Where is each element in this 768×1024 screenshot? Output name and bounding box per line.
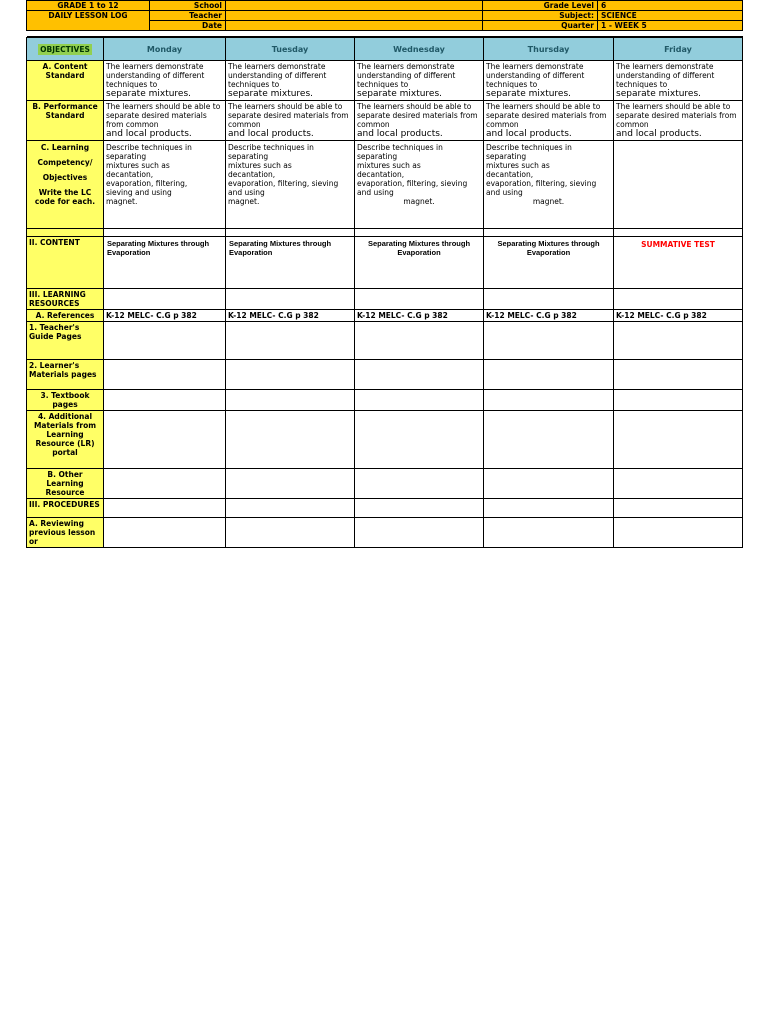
ps-text: The learners should be able to separate desired materials from common bbox=[357, 102, 478, 129]
performance-standard-cell[interactable] bbox=[484, 101, 614, 141]
empty-cell[interactable] bbox=[355, 518, 484, 548]
day-header-row bbox=[27, 38, 743, 61]
lc-line: mixtures such as bbox=[106, 161, 170, 170]
content-standard-cell[interactable] bbox=[484, 61, 614, 101]
content-standard-row bbox=[27, 61, 743, 101]
teachers-guide-row bbox=[27, 322, 743, 360]
lc-label-3: Objectives bbox=[42, 173, 88, 182]
lc-line: Describe techniques in bbox=[106, 143, 192, 152]
lc-line: separating bbox=[357, 152, 398, 161]
reference-value[interactable]: K-12 MELC- C.G p 382 bbox=[484, 310, 614, 322]
ps-text: The learners should be able to separate desired materials from common bbox=[106, 102, 221, 129]
empty-cell[interactable] bbox=[355, 360, 484, 390]
textbook-label: 3. Textbook pages bbox=[27, 390, 104, 411]
empty-cell[interactable] bbox=[355, 469, 484, 499]
additional-materials-row bbox=[27, 411, 743, 469]
empty-cell[interactable] bbox=[484, 390, 614, 411]
empty-cell[interactable] bbox=[226, 518, 355, 548]
lc-label-1: C. Learning bbox=[40, 143, 90, 152]
daily-lesson-log bbox=[26, 0, 742, 548]
ps-text: The learners should be able to separate desired materials from common bbox=[616, 102, 737, 129]
content-standard-cell[interactable] bbox=[226, 61, 355, 101]
cs-text-2: separate mixtures. bbox=[616, 89, 702, 99]
lc-line: mixtures such as bbox=[228, 161, 292, 170]
date-value[interactable] bbox=[226, 21, 483, 31]
performance-standard-cell[interactable] bbox=[104, 101, 226, 141]
content-cell[interactable]: Separating Mixtures through Evaporation bbox=[104, 237, 226, 289]
lc-line: and using bbox=[228, 188, 265, 197]
ps-text: The learners should be able to separate desired materials from common bbox=[228, 102, 349, 129]
ps-text-2: and local products. bbox=[616, 129, 702, 139]
learning-competency-cell[interactable] bbox=[104, 141, 226, 229]
lc-line: sieving and using bbox=[106, 188, 172, 197]
empty-cell[interactable] bbox=[355, 390, 484, 411]
empty-cell[interactable] bbox=[226, 360, 355, 390]
performance-standard-cell[interactable] bbox=[614, 101, 743, 141]
reference-value[interactable]: K-12 MELC- C.G p 382 bbox=[226, 310, 355, 322]
objectives-tag: OBJECTIVES bbox=[40, 44, 90, 54]
empty-cell[interactable] bbox=[614, 518, 743, 548]
summative-test[interactable]: SUMMATIVE TEST bbox=[614, 237, 743, 289]
other-resources-label: B. Other Learning Resource bbox=[27, 469, 104, 499]
cs-text: The learners demonstrate understanding of different techniques to bbox=[486, 62, 585, 89]
day-wednesday: Wednesday bbox=[355, 38, 484, 61]
cs-text: The learners demonstrate understanding of different techniques to bbox=[357, 62, 456, 89]
lc-line: magnet. bbox=[106, 197, 138, 206]
empty-cell[interactable] bbox=[104, 360, 226, 390]
performance-standard-label: B. Performance Standard bbox=[27, 101, 104, 141]
empty-cell[interactable] bbox=[614, 322, 743, 360]
reference-value[interactable]: K-12 MELC- C.G p 382 bbox=[614, 310, 743, 322]
content-cell[interactable]: Separating Mixtures through Evaporation bbox=[226, 237, 355, 289]
blank-row bbox=[27, 229, 743, 237]
learning-competency-cell[interactable] bbox=[226, 141, 355, 229]
content-cell[interactable]: Separating Mixtures through Evaporation bbox=[355, 237, 484, 289]
empty-cell[interactable] bbox=[614, 411, 743, 469]
lc-line: mixtures such as bbox=[357, 161, 421, 170]
grade-level-label: Grade Level bbox=[483, 1, 598, 11]
textbook-row bbox=[27, 390, 743, 411]
ps-text-2: and local products. bbox=[228, 129, 314, 139]
reference-value[interactable]: K-12 MELC- C.G p 382 bbox=[355, 310, 484, 322]
empty-cell[interactable] bbox=[614, 390, 743, 411]
teacher-value[interactable] bbox=[226, 11, 483, 21]
cs-text-2: separate mixtures. bbox=[357, 89, 443, 99]
school-label: School bbox=[150, 1, 226, 11]
lc-line: decantation, bbox=[106, 170, 154, 179]
learning-competency-cell[interactable] bbox=[484, 141, 614, 229]
quarter-label: Quarter bbox=[483, 21, 598, 31]
lc-line: separating bbox=[106, 152, 147, 161]
log-title: DAILY LESSON LOG bbox=[27, 11, 150, 31]
references-label: A. References bbox=[27, 310, 104, 322]
learning-competency-label bbox=[27, 141, 104, 229]
empty-cell[interactable] bbox=[484, 322, 614, 360]
objectives-header bbox=[27, 38, 104, 61]
teacher-label: Teacher bbox=[150, 11, 226, 21]
empty-cell[interactable] bbox=[226, 390, 355, 411]
lc-line: mixtures such as bbox=[486, 161, 550, 170]
quarter-value[interactable]: 1 - WEEK 5 bbox=[598, 21, 743, 31]
grade-level-value[interactable]: 6 bbox=[598, 1, 743, 11]
learners-materials-label: 2. Learner's Materials pages bbox=[27, 360, 104, 390]
date-label: Date bbox=[150, 21, 226, 31]
cs-text: The learners demonstrate understanding of different techniques to bbox=[616, 62, 715, 89]
empty-cell[interactable] bbox=[355, 411, 484, 469]
lc-line: Describe techniques in bbox=[357, 143, 443, 152]
ps-text-2: and local products. bbox=[357, 129, 443, 139]
cs-text: The learners demonstrate understanding of different techniques to bbox=[228, 62, 327, 89]
empty-cell[interactable] bbox=[104, 518, 226, 548]
lc-line: magnet. bbox=[228, 197, 260, 206]
cs-text-2: separate mixtures. bbox=[106, 89, 192, 99]
reference-value[interactable]: K-12 MELC- C.G p 382 bbox=[104, 310, 226, 322]
lc-line: decantation, bbox=[486, 170, 534, 179]
lc-line: Describe techniques in bbox=[486, 143, 572, 152]
lc-line: decantation, bbox=[228, 170, 276, 179]
lc-line: and using bbox=[357, 188, 394, 197]
cs-text-2: separate mixtures. bbox=[486, 89, 572, 99]
lc-line: magnet. bbox=[532, 197, 565, 206]
performance-standard-cell[interactable] bbox=[355, 101, 484, 141]
lc-line: and using bbox=[486, 188, 523, 197]
empty-cell[interactable] bbox=[484, 469, 614, 499]
ps-text-2: and local products. bbox=[106, 129, 192, 139]
school-value[interactable] bbox=[226, 1, 483, 11]
empty-cell[interactable] bbox=[104, 390, 226, 411]
cs-text-2: separate mixtures. bbox=[228, 89, 314, 99]
ps-text: The learners should be able to separate desired materials from common bbox=[486, 102, 607, 129]
day-thursday: Thursday bbox=[484, 38, 614, 61]
lc-line: evaporation, filtering, sieving bbox=[357, 179, 468, 188]
grade-range: GRADE 1 to 12 bbox=[27, 1, 150, 11]
content-cell[interactable]: Separating Mixtures through Evaporation bbox=[484, 237, 614, 289]
references-row bbox=[27, 310, 743, 322]
lc-label-4: Write the LC code for each. bbox=[34, 188, 96, 206]
procedures-row bbox=[27, 499, 743, 518]
reviewing-label: A. Reviewing previous lesson or bbox=[27, 518, 104, 548]
empty-cell[interactable] bbox=[226, 411, 355, 469]
lc-line: evaporation, filtering, sieving bbox=[486, 179, 597, 188]
empty-cell[interactable] bbox=[104, 411, 226, 469]
empty-cell[interactable] bbox=[614, 360, 743, 390]
reviewing-row bbox=[27, 518, 743, 548]
additional-materials-label: 4. Additional Materials from Learning Resource (LR) portal bbox=[27, 411, 104, 469]
teachers-guide-label: 1. Teacher's Guide Pages bbox=[27, 322, 104, 360]
lc-line: decantation, bbox=[357, 170, 405, 179]
content-standard-cell[interactable] bbox=[614, 61, 743, 101]
content-standard-cell[interactable] bbox=[355, 61, 484, 101]
other-resources-row bbox=[27, 469, 743, 499]
empty-cell[interactable] bbox=[104, 322, 226, 360]
content-label: II. CONTENT bbox=[27, 237, 104, 289]
empty-cell[interactable] bbox=[226, 322, 355, 360]
empty-cell[interactable] bbox=[614, 469, 743, 499]
empty-cell[interactable] bbox=[484, 360, 614, 390]
ps-text-2: and local products. bbox=[486, 129, 572, 139]
lc-label-2: Competency/ bbox=[37, 158, 93, 167]
lc-line: Describe techniques in bbox=[228, 143, 314, 152]
empty-cell[interactable] bbox=[355, 322, 484, 360]
learning-resources-row bbox=[27, 289, 743, 310]
learning-competency-cell-empty[interactable] bbox=[614, 141, 743, 229]
content-row bbox=[27, 237, 743, 289]
lc-line: separating bbox=[228, 152, 269, 161]
day-monday: Monday bbox=[104, 38, 226, 61]
performance-standard-row bbox=[27, 101, 743, 141]
empty-cell[interactable] bbox=[226, 469, 355, 499]
log-header bbox=[26, 0, 743, 37]
performance-standard-cell[interactable] bbox=[226, 101, 355, 141]
content-standard-label: A. Content Standard bbox=[27, 61, 104, 101]
lc-line: evaporation, filtering, bbox=[106, 179, 188, 188]
learning-competency-cell[interactable] bbox=[355, 141, 484, 229]
subject-label: Subject: bbox=[483, 11, 598, 21]
learners-materials-row bbox=[27, 360, 743, 390]
day-tuesday: Tuesday bbox=[226, 38, 355, 61]
learning-resources-label: III. LEARNING RESOURCES bbox=[27, 289, 104, 310]
empty-cell[interactable] bbox=[484, 518, 614, 548]
empty-cell[interactable] bbox=[484, 411, 614, 469]
learning-competency-row bbox=[27, 141, 743, 229]
lc-line: magnet. bbox=[403, 197, 435, 206]
lc-line: separating bbox=[486, 152, 527, 161]
day-friday: Friday bbox=[614, 38, 743, 61]
cs-text: The learners demonstrate understanding of different techniques to bbox=[106, 62, 205, 89]
empty-cell[interactable] bbox=[104, 469, 226, 499]
content-standard-cell[interactable] bbox=[104, 61, 226, 101]
lc-line: evaporation, filtering, sieving bbox=[228, 179, 339, 188]
procedures-label: III. PROCEDURES bbox=[27, 499, 104, 518]
lesson-grid bbox=[26, 37, 743, 548]
subject-value[interactable]: SCIENCE bbox=[598, 11, 743, 21]
